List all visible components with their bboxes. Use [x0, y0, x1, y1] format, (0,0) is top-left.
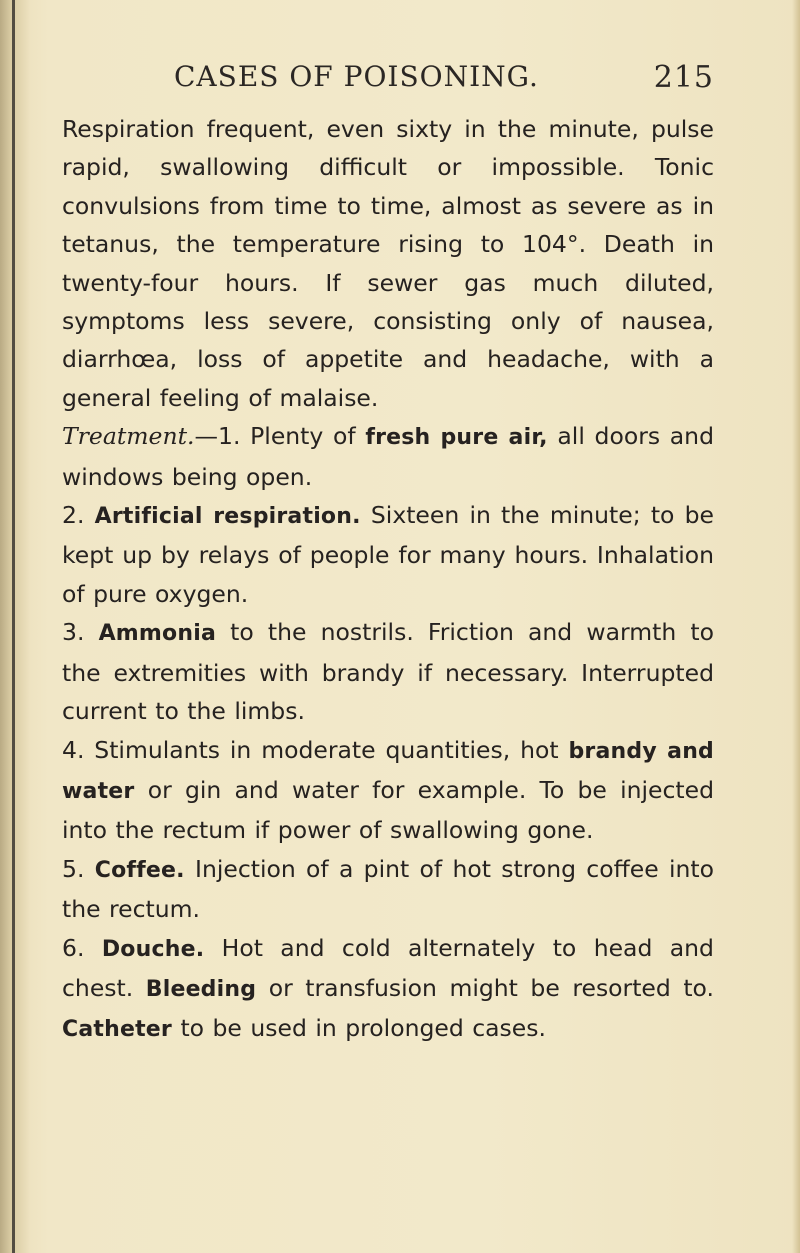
treatment-item-2-rest: Sixteen in the minute; to be kept up by relays of people for many hours. Inhalation of pure oxygen. — [62, 501, 714, 608]
running-header — [174, 60, 714, 104]
treatment-item-6-num: 6. — [62, 933, 102, 962]
treatment-item-2 — [62, 496, 714, 613]
treatment-item-5-rest: Injection of a pint of hot strong coffee into the rectum. — [62, 854, 714, 924]
treatment-item-6-rest: to be used in prolonged cases. — [171, 1014, 546, 1043]
running-title: CASES OF POISONING. — [174, 60, 539, 93]
page-number: 215 — [653, 60, 714, 95]
treatment-item-6 — [62, 929, 714, 1050]
treatment-item-5-num: 5. — [62, 854, 95, 883]
treatment-item-6-mid2: or transfusion might be resorted to. — [256, 973, 714, 1002]
symptoms-paragraph: Respiration frequent, even sixty in the minute, pulse rapid, swallowing difficult or impossible. Tonic convulsions from time to time, almost as severe as in tetanus, the temperature rising to 104°. Death in twenty-four hours. If sewer gas much diluted, symptoms less severe, consisting only of nausea, diarrhœa, loss of appetite and headache, with a general feeling of malaise. — [62, 115, 714, 412]
treatment-item-1-lead: —1. Plenty of — [194, 422, 366, 451]
treatment-item-6-bold-bleeding: Bleeding — [145, 976, 257, 1002]
treatment-item-3 — [62, 613, 714, 730]
treatment-item-4-pre: 4. Stimulants in moderate quantities, hot — [62, 735, 569, 764]
treatment-item-3-rest: to the nostrils. Friction and warmth to the extremities with brandy if necessary. Interrupted current to the limbs. — [62, 618, 714, 726]
treatment-item-2-num: 2. — [62, 501, 95, 530]
treatment-item-1-rest: all doors and windows being open. — [62, 422, 714, 491]
treatment-item-4-rest: or gin and water for example. To be injected into the rectum if power of swallowing gone. — [62, 775, 714, 845]
treatment-item-1-bold: fresh pure air, — [365, 425, 548, 451]
treatment-item-3-bold: Ammonia — [98, 621, 217, 647]
treatment-item-3-num: 3. — [62, 618, 99, 647]
page-right-edge — [792, 0, 800, 1253]
treatment-item-5-bold: Coffee. — [94, 857, 185, 883]
treatment-item-4-bold: brandy and water — [62, 738, 715, 804]
body-text — [62, 110, 714, 1050]
treatment-item-4 — [62, 731, 714, 850]
treatment-item-5 — [62, 850, 714, 929]
treatment-label: Treatment. — [62, 422, 195, 451]
treatment-item-6-mid1: Hot and cold alternately to head and chest. — [62, 933, 714, 1002]
treatment-item-2-bold: Artificial respiration. — [94, 504, 361, 530]
binding-edge-line — [12, 0, 15, 1253]
treatment-item-6-bold-douche: Douche. — [101, 936, 205, 962]
treatment-item-6-bold-catheter: Catheter — [62, 1017, 172, 1043]
gutter-shadow — [0, 0, 30, 1253]
treatment-item-1 — [62, 417, 714, 496]
